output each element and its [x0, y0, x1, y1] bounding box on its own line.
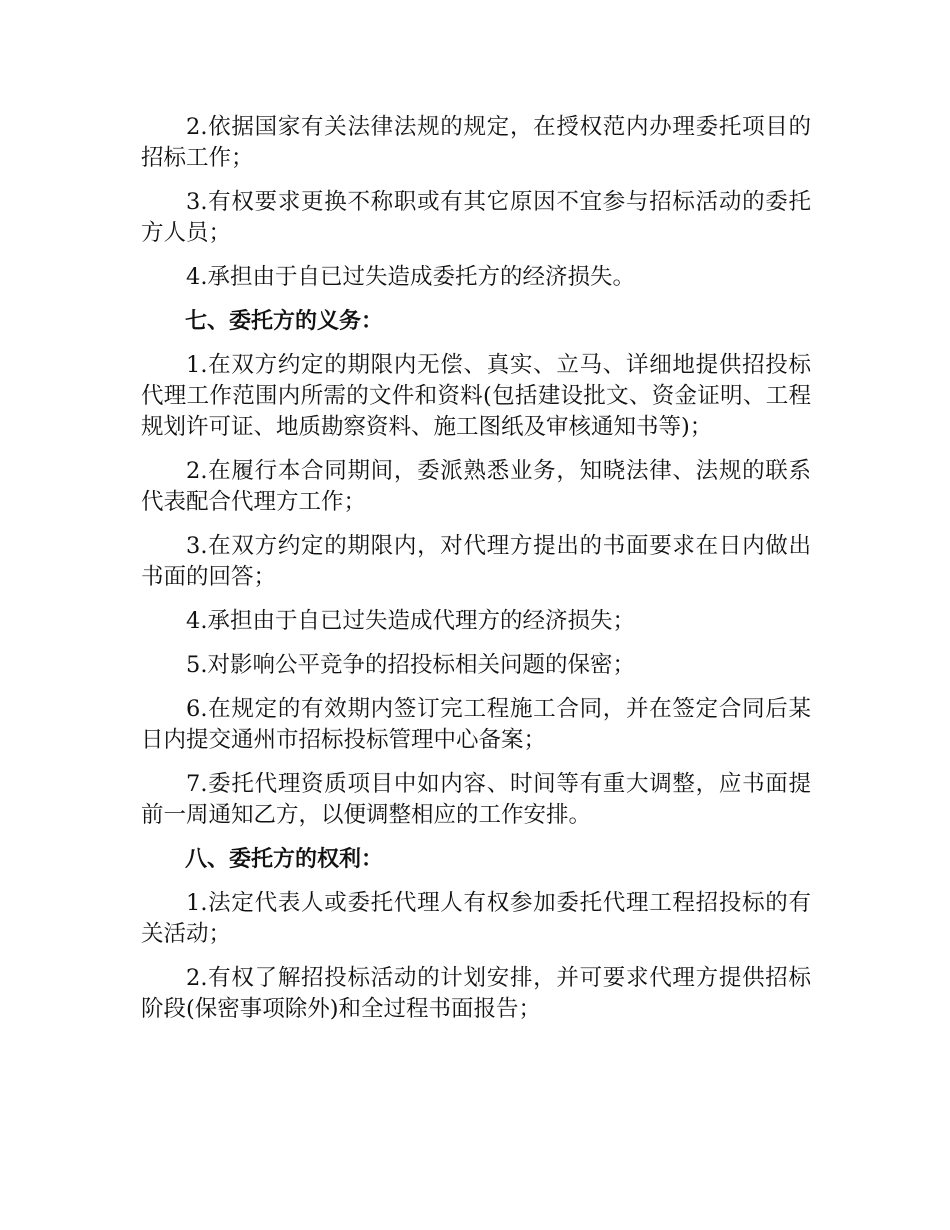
paragraph: 7.委托代理资质项目中如内容、时间等有重大调整，应书面提前一周通知乙方，以便调整相应的工作安排。: [141, 771, 811, 828]
paragraph: 4.承担由于自已过失造成代理方的经济损失；: [186, 608, 635, 634]
paragraph: 6.在规定的有效期内签订完工程施工合同，并在签定合同后某日内提交通州市招标投标管理中心备案；: [141, 696, 811, 753]
paragraph: 1.法定代表人或委托代理人有权参加委托代理工程招投标的有关活动；: [141, 890, 811, 947]
paragraph: 2.有权了解招投标活动的计划安排，并可要求代理方提供招标阶段(保密事项除外)和全过程书面报告；: [141, 965, 811, 1022]
paragraph: 5.对影响公平竞争的招投标相关问题的保密；: [186, 652, 635, 678]
document-body: [141, 112, 811, 1038]
paragraph: 2.依据国家有关法律法规的规定，在授权范内办理委托项目的招标工作；: [141, 114, 811, 171]
section-heading: 七、委托方的义务：: [185, 309, 384, 334]
paragraph: 2.在履行本合同期间，委派熟悉业务，知晓法律、法规的联系代表配合代理方工作；: [141, 458, 811, 515]
paragraph: 4.承担由于自已过失造成委托方的经济损失。: [186, 264, 635, 290]
paragraph: 3.在双方约定的期限内，对代理方提出的书面要求在日内做出书面的回答；: [141, 533, 811, 590]
paragraph: 3.有权要求更换不称职或有其它原因不宜参与招标活动的委托方人员；: [141, 189, 811, 246]
section-heading: 八、委托方的权利：: [185, 847, 384, 872]
paragraph: 1.在双方约定的期限内无偿、真实、立马、详细地提供招投标代理工作范围内所需的文件和资料(包括建设批文、资金证明、工程规划许可证、地质勘察资料、施工图纸及审核通知书等)；: [141, 352, 811, 440]
